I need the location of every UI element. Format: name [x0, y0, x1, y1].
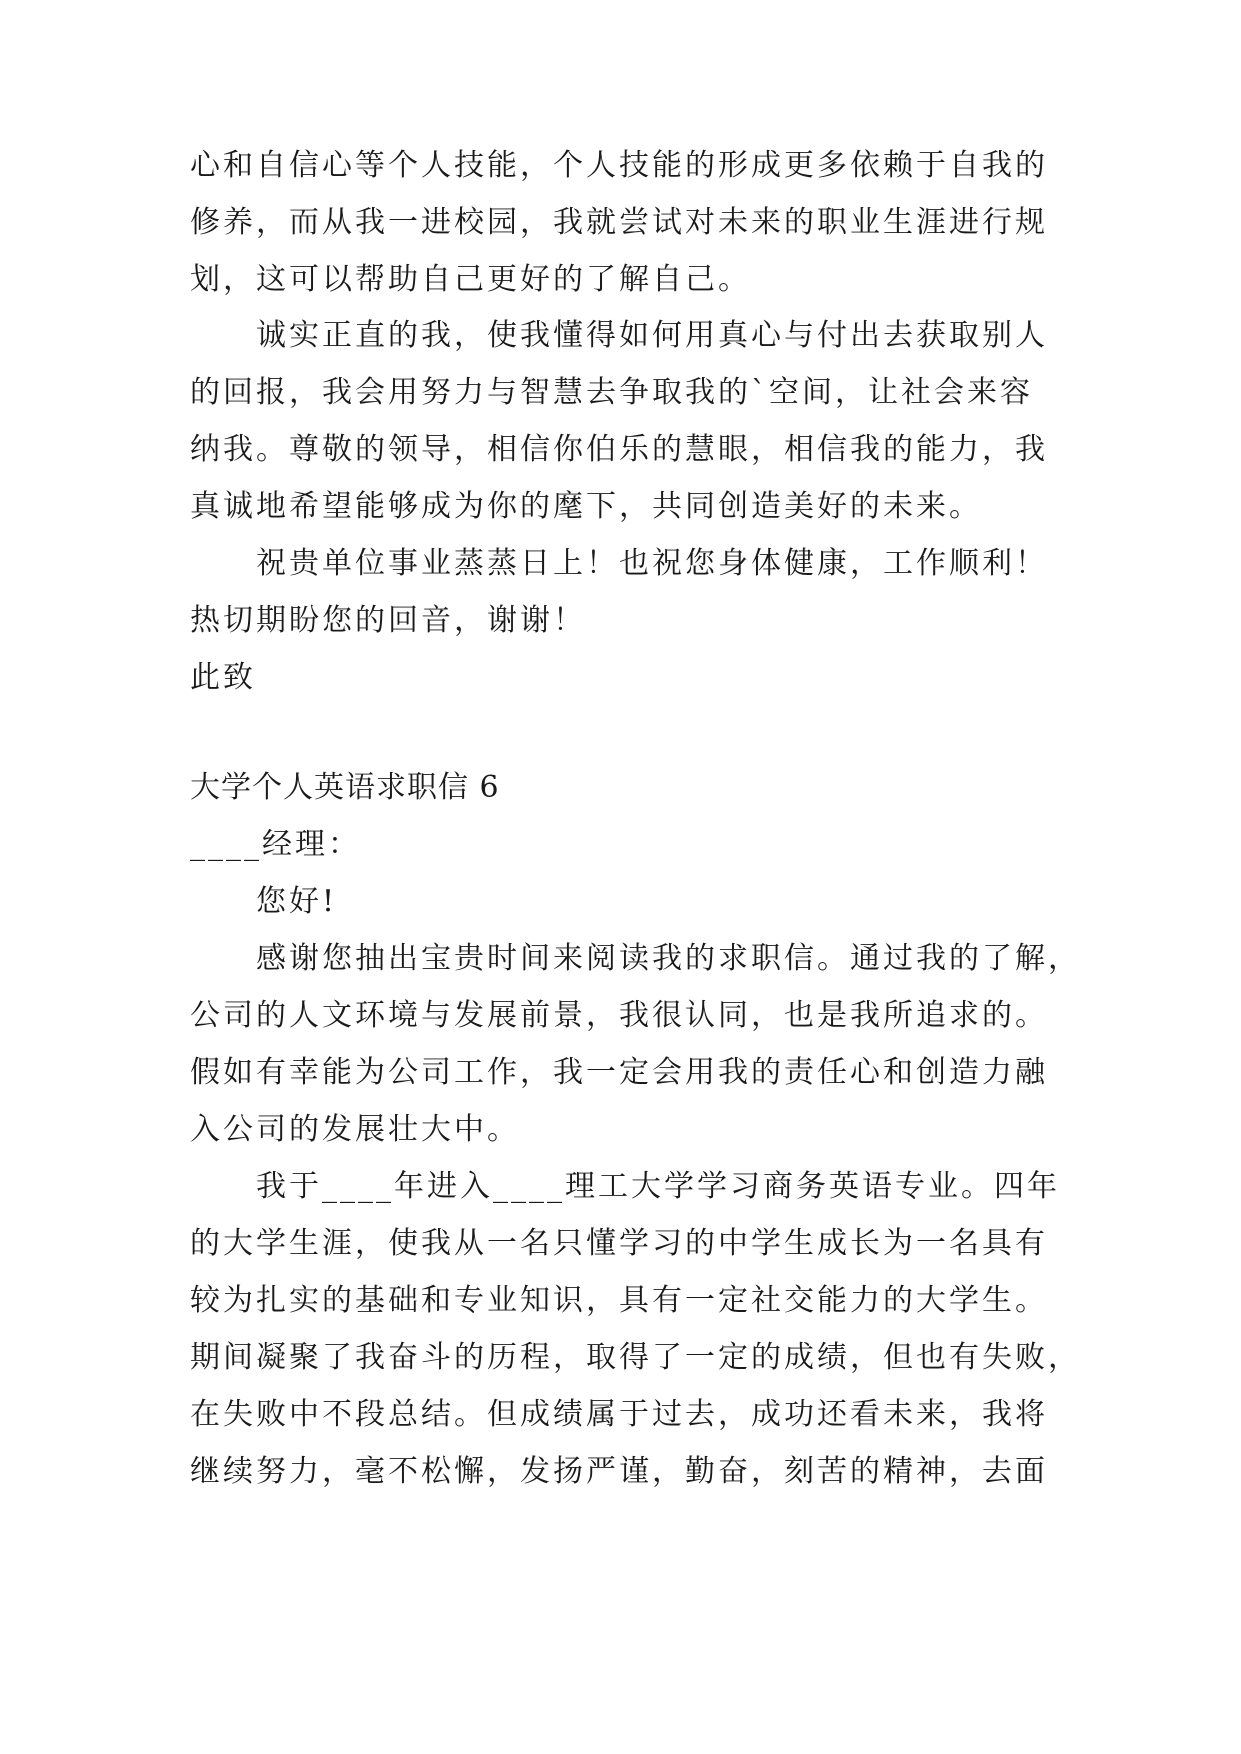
paragraph-line: 期间凝聚了我奋斗的历程，取得了一定的成绩，但也有失败，: [190, 1340, 1081, 1375]
paragraph-line: 的回报，我会用努力与智慧去争取我的`空间，让社会来容: [190, 375, 1033, 410]
paragraph-line: 诚实正直的我，使我懂得如何用真心与付出去获取别人: [256, 318, 1048, 353]
letter-title: 大学个人英语求职信 6: [190, 770, 500, 805]
paragraph-line: 我于____年进入____理工大学学习商务英语专业。四年: [256, 1169, 1060, 1204]
paragraph-line: 祝贵单位事业蒸蒸日上！也祝您身体健康，工作顺利！: [256, 546, 1048, 581]
paragraph-line: 的大学生涯，使我从一名只懂学习的中学生成长为一名具有: [190, 1226, 1048, 1261]
paragraph-line: 假如有幸能为公司工作，我一定会用我的责任心和创造力融: [190, 1055, 1048, 1090]
paragraph-line: 热切期盼您的回音，谢谢！: [190, 603, 586, 638]
greeting: 您好!: [256, 884, 338, 919]
paragraph-line: 公司的人文环境与发展前景，我很认同，也是我所追求的。: [190, 998, 1048, 1033]
paragraph-line: 纳我。尊敬的领导，相信你伯乐的慧眼，相信我的能力，我: [190, 432, 1048, 467]
paragraph-line: 感谢您抽出宝贵时间来阅读我的求职信。通过我的了解，: [256, 941, 1081, 976]
closing-text: 此致: [190, 660, 256, 695]
paragraph-line: 入公司的发展壮大中。: [190, 1112, 520, 1147]
paragraph-line: 划，这可以帮助自己更好的了解自己。: [190, 262, 751, 297]
paragraph-line: 真诚地希望能够成为你的麾下，共同创造美好的未来。: [190, 489, 982, 524]
paragraph-line: 继续努力，毫不松懈，发扬严谨，勤奋，刻苦的精神，去面: [190, 1454, 1048, 1489]
paragraph-line: 较为扎实的基础和专业知识，具有一定社交能力的大学生。: [190, 1283, 1048, 1318]
salutation: ____经理：: [190, 827, 361, 862]
paragraph-line: 在失败中不段总结。但成绩属于过去，成功还看未来，我将: [190, 1397, 1048, 1432]
paragraph-line: 心和自信心等个人技能，个人技能的形成更多依赖于自我的: [190, 148, 1048, 183]
paragraph-line: 修养，而从我一进校园，我就尝试对未来的职业生涯进行规: [190, 205, 1048, 240]
